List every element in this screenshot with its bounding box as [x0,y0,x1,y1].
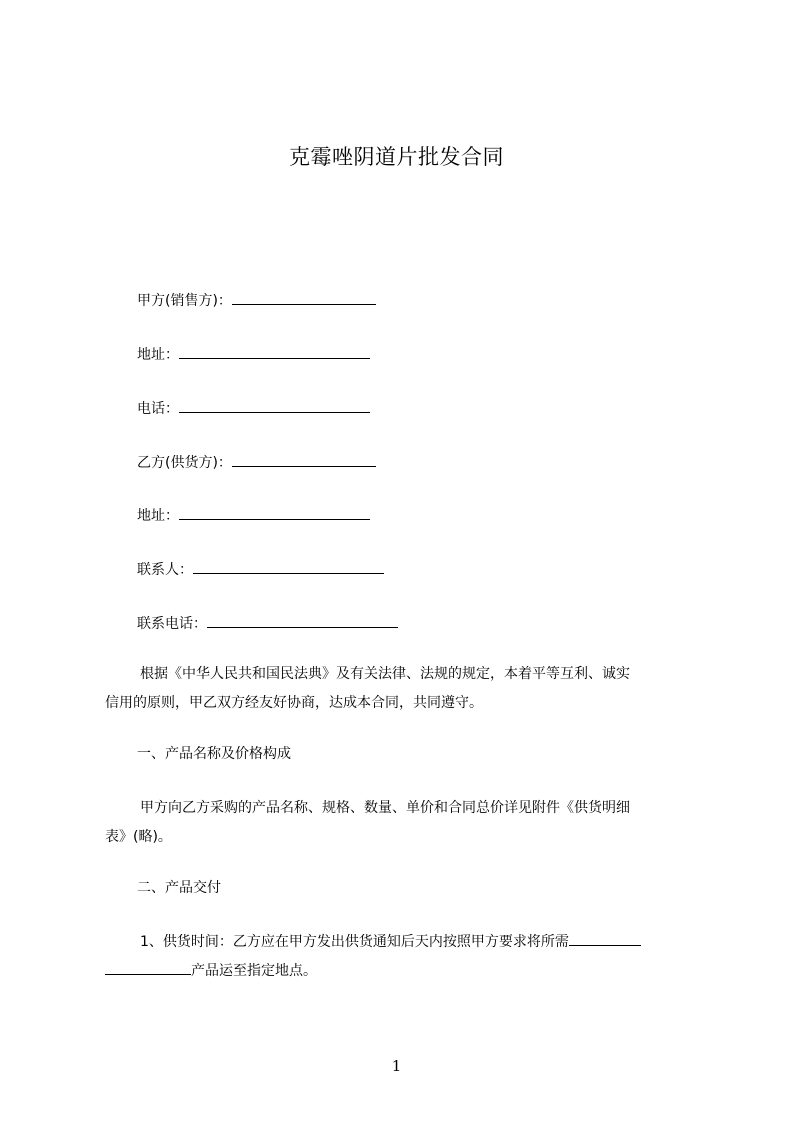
contact-phone-field [137,613,398,634]
delivery-paragraph [105,928,701,986]
party-b-blank [232,452,376,467]
address-b-field [137,505,370,526]
address-a-blank [179,344,370,359]
address-b-blank [179,505,370,520]
section-1-line-2: 表》(略)。 [105,829,172,845]
section-1-heading: 一、产品名称及价格构成 [137,746,291,762]
phone-a-blank [179,398,370,413]
address-a-field [137,344,370,365]
page-number: 1 [391,1057,402,1075]
contact-phone-blank [207,613,398,628]
document-title: 克霉唑阴道片批发合同 [289,145,504,169]
delivery-blank-1 [569,931,641,946]
intro-line-1: 根据《中华人民共和国民法典》及有关法律、法规的规定，本着平等互利、诚实 [140,666,630,682]
party-a-field [137,290,376,311]
delivery-line-2 [105,957,701,986]
contact-label: 联系人： [137,562,193,578]
intro-paragraph [105,660,701,718]
phone-a-field [137,398,370,419]
section-2-heading: 二、产品交付 [137,880,221,896]
section-1-paragraph [105,794,701,852]
delivery-line-1 [105,928,701,957]
contact-blank [193,559,384,574]
phone-a-label: 电话： [137,401,179,417]
address-a-label: 地址： [137,347,179,363]
party-a-label: 甲方(销售方)： [137,293,232,309]
contact-phone-label: 联系电话： [137,616,207,632]
delivery-blank-2 [105,960,191,975]
delivery-text-1: 1、供货时间：乙方应在甲方发出供货通知后天内按照甲方要求将所需 [140,934,569,950]
party-b-label: 乙方(供货方)： [137,455,232,471]
delivery-text-2: 产品运至指定地点。 [191,963,317,979]
party-a-blank [232,290,376,305]
contact-field [137,559,384,580]
party-b-field [137,452,376,473]
section-1-line-1: 甲方向乙方采购的产品名称、规格、数量、单价和合同总价详见附件《供货明细 [140,800,630,816]
address-b-label: 地址： [137,508,179,524]
intro-line-2: 信用的原则，甲乙双方经友好协商，达成本合同，共同遵守。 [105,695,483,711]
